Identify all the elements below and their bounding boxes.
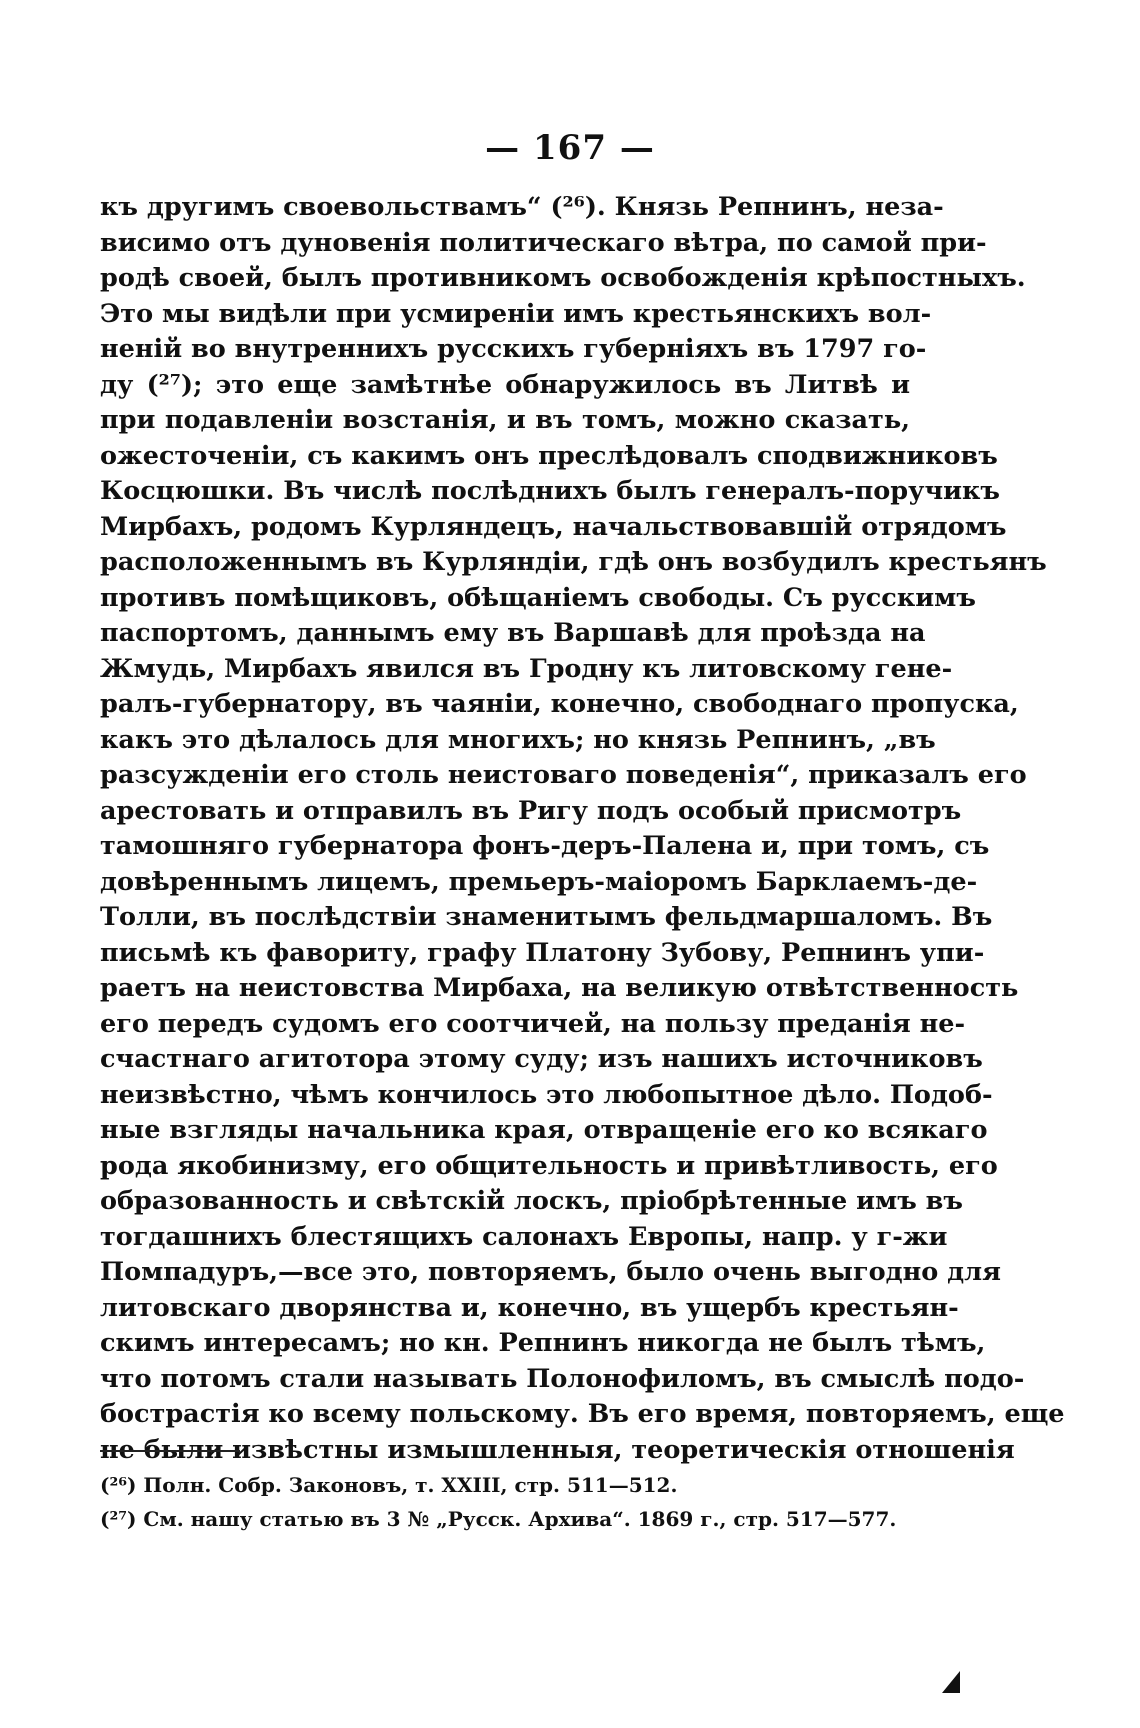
text-line: родѣ своей, былъ противникомъ освобожденія крѣпостныхъ. [100, 263, 1026, 293]
text-line: неизвѣстно, чѣмъ кончилось это любопытное дѣло. Подоб- [100, 1079, 993, 1110]
text-line: расположеннымъ въ Курляндіи, гдѣ онъ возбудилъ крестьянъ [100, 547, 1047, 577]
text-line: при подавленіи возстанія, и въ томъ, можно сказать, [100, 405, 910, 435]
text-line: образованность и свѣтскій лоскъ, пріобрѣтенные имъ въ [100, 1186, 963, 1216]
text-line: что потомъ стали называть Полонофиломъ, въ смыслѣ подо- [100, 1363, 1025, 1394]
text-line: Толли, въ послѣдствіи знаменитымъ фельдмаршаломъ. Въ [100, 902, 993, 932]
footnote-divider [100, 1450, 240, 1452]
text-line: ожесточеніи, съ какимъ онъ преслѣдовалъ сподвижниковъ [100, 440, 998, 471]
page-number: — 167 — [485, 128, 655, 168]
text-line: висимо отъ дуновенія политическаго вѣтра, по самой при- [100, 227, 987, 258]
text-line: неній во внутреннихъ русскихъ губерніяхъ въ 1797 го- [100, 334, 927, 364]
text-line: разсужденіи его столь неистоваго поведенія“, приказалъ его [100, 760, 1027, 790]
text-line: Жмудь, Мирбахъ явился въ Гродну къ литовскому гене- [100, 653, 953, 684]
footnote: (²⁶) Полн. Собр. Законовъ, т. XXIII, стр. 511—512. [100, 1473, 678, 1497]
text-line: къ другимъ своевольствамъ“ (²⁶). Князь Репнинъ, неза- [100, 192, 944, 222]
text-line: довѣреннымъ лицемъ, премьеръ-маіоромъ Барклаемъ-де- [100, 866, 978, 897]
text-line: бострастія ко всему польскому. Въ его время, повторяемъ, еще [100, 1399, 1065, 1429]
text-line: ду (²⁷); это еще замѣтнѣе обнаружилось въ Литвѣ и [100, 369, 910, 400]
corner-mark-icon [940, 1665, 964, 1695]
text-line: письмѣ къ фавориту, графу Платону Зубову, Репнинъ упи- [100, 937, 985, 968]
text-line: раетъ на неистовства Мирбаха, на великую отвѣтственность [100, 973, 1019, 1003]
text-line: скимъ интересамъ; но кн. Репнинъ никогда не былъ тѣмъ, [100, 1328, 986, 1358]
text-line: Помпадуръ,—все это, повторяемъ, было очень выгодно для [100, 1257, 1001, 1287]
text-line: Мирбахъ, родомъ Курляндецъ, начальствовавшій отрядомъ [100, 511, 1007, 542]
text-line: Это мы видѣли при усмиреніи имъ крестьянскихъ вол- [100, 298, 932, 329]
text-line: Косцюшки. Въ числѣ послѣднихъ былъ генералъ-поручикъ [100, 476, 1000, 506]
text-line: его передъ судомъ его соотчичей, на пользу преданія не- [100, 1008, 966, 1039]
footnotes [100, 1468, 920, 1536]
text-line: ралъ-губернатору, въ чаяніи, конечно, свободнаго пропуска, [100, 689, 1019, 719]
body-text [100, 190, 1065, 1468]
text-line: тогдашнихъ блестящихъ салонахъ Европы, напр. у г-жи [100, 1221, 948, 1252]
text-line: паспортомъ, даннымъ ему въ Варшавѣ для проѣзда на [100, 618, 926, 648]
text-line: рода якобинизму, его общительность и привѣтливость, его [100, 1150, 998, 1181]
text-line: счастнаго агитотора этому суду; изъ нашихъ источниковъ [100, 1044, 983, 1074]
text-line: противъ помѣщиковъ, обѣщаніемъ свободы. Съ русскимъ [100, 582, 976, 613]
text-line: не были извѣстны измышленныя, теоретическія отношенія [100, 1434, 1015, 1465]
text-line: литовскаго дворянства и, конечно, въ ущербъ крестьян- [100, 1292, 959, 1323]
text-line: арестовать и отправилъ въ Ригу подъ особый присмотръ [100, 795, 962, 826]
text-line: тамошняго губернатора фонъ-деръ-Палена и, при томъ, съ [100, 831, 990, 861]
footnote: (²⁷) См. нашу статью въ 3 № „Русск. Архива“. 1869 г., стр. 517—577. [100, 1507, 897, 1531]
text-line: какъ это дѣлалось для многихъ; но князь Репнинъ, „въ [100, 724, 936, 755]
text-line: ные взгляды начальника края, отвращеніе его ко всякаго [100, 1115, 988, 1145]
